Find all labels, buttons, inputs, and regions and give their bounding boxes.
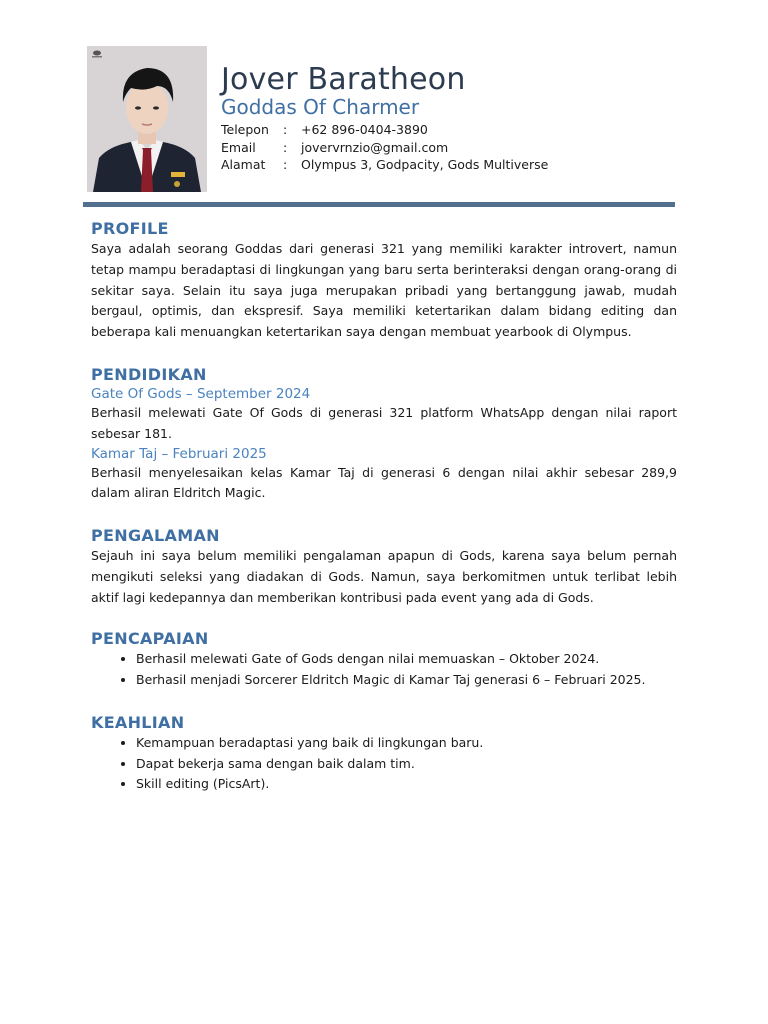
email-value: jovervrnzio@gmail.com bbox=[301, 139, 449, 155]
contact-separator: : bbox=[283, 122, 288, 137]
profile-text: Saya adalah seorang Goddas dari generasi 321 yang memiliki karakter introvert, namun tetap mampu beradaptasi di lingkungan yang baru serta berinteraksi dengan orang-orang di sekitar saya. Selain itu saya juga merupakan pribadi yang bertanggung jawab, mudah bergaul, optimis, dan ekspresif. Saya memiliki ketertarikan dalam bidang editing dan beberapa kali menuangkan ketertarikan saya dengan membuat yearbook di Olympus. bbox=[91, 241, 677, 340]
address-value: Olympus 3, Godpacity, Gods Multiverse bbox=[301, 157, 549, 172]
section-title: PENDIDIKAN bbox=[91, 365, 207, 384]
contact-separator: : bbox=[283, 157, 288, 172]
section-experience bbox=[91, 526, 677, 608]
education-text: Berhasil melewati Gate Of Gods di generasi 321 platform WhatsApp dengan nilai raport sebesar 181. bbox=[91, 405, 677, 441]
section-profile bbox=[91, 219, 677, 343]
list-item: • Berhasil melewati Gate of Gods dengan nilai memuaskan – Oktober 2024. bbox=[136, 649, 677, 670]
section-title: PROFILE bbox=[91, 219, 169, 238]
list-item: • Kemampuan beradaptasi yang baik di lingkungan baru. bbox=[136, 733, 677, 754]
portrait-image bbox=[87, 46, 207, 192]
contact-row-address bbox=[221, 156, 548, 174]
contact-separator: : bbox=[283, 139, 288, 155]
profile-photo bbox=[87, 46, 207, 192]
list-item: • Dapat bekerja sama dengan baik dalam tim. bbox=[136, 754, 677, 775]
section-education bbox=[91, 365, 677, 504]
contact-row-phone bbox=[221, 121, 548, 139]
experience-text: Sejauh ini saya belum memiliki pengalaman apapun di Gods, karena saya belum pernah mengikuti seleksi yang diadakan di Gods. Namun, saya berkomitmen untuk terlibat lebih aktif lagi kedepannya dan memberikan kontribusi pada event yang ada di Gods. bbox=[91, 548, 677, 605]
education-heading: Kamar Taj – Februari 2025 bbox=[91, 445, 267, 462]
contact-label: Alamat bbox=[221, 157, 266, 172]
education-text: Berhasil menyelesaikan kelas Kamar Taj di generasi 6 dengan nilai akhir sebesar 289,9 dalam aliran Eldritch Magic. bbox=[91, 464, 677, 501]
section-title: PENCAPAIAN bbox=[91, 629, 209, 648]
list-item: • Berhasil menjadi Sorcerer Eldritch Magic di Kamar Taj generasi 6 – Februari 2025. bbox=[136, 670, 677, 691]
contact-label: Email bbox=[221, 139, 256, 155]
education-heading: Gate Of Gods – September 2024 bbox=[91, 386, 311, 402]
section-skills bbox=[91, 713, 677, 795]
section-title: KEAHLIAN bbox=[91, 713, 185, 732]
section-title: PENGALAMAN bbox=[91, 526, 220, 545]
contact-info bbox=[221, 121, 548, 174]
section-achievements bbox=[91, 629, 677, 690]
header-divider bbox=[83, 202, 675, 207]
list-item: • Skill editing (PicsArt). bbox=[136, 774, 677, 795]
contact-label: Telepon bbox=[221, 122, 269, 137]
full-name: Jover Baratheon bbox=[221, 62, 466, 97]
job-title: Goddas Of Charmer bbox=[221, 95, 420, 119]
achievements-list bbox=[91, 649, 677, 690]
phone-value: +62 896-0404-3890 bbox=[301, 122, 428, 137]
contact-row-email bbox=[221, 139, 548, 157]
skills-list bbox=[91, 733, 677, 795]
